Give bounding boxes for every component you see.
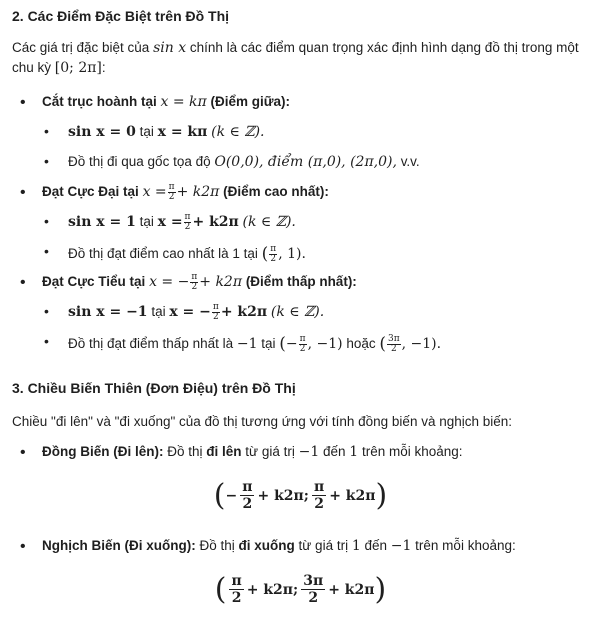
fraction-pi-over-2 [269,245,277,264]
math-condition: x = − [149,274,190,290]
text: hoặc [342,335,380,351]
fraction-pi-over-2 [312,479,326,512]
text: trên mỗi khoảng: [358,444,463,459]
text: tại [147,304,170,319]
text-bold: đi xuống [238,538,295,553]
text: đến [360,538,391,553]
frac-den: 2 [390,343,397,354]
section-2-title: 2. Các Điểm Đặc Biệt trên Đồ Thị [12,8,230,24]
math-mid: + k2π; [246,581,299,598]
math-k: (k ∈ ℤ). [242,214,296,230]
math-point: , −1) [307,335,343,352]
text: Đồ thị đạt điểm cao nhất là 1 tại [68,245,262,261]
math-tail: + k2π [192,214,239,230]
intro-math-interval: [0; 2π] [54,60,102,77]
math-point: , 1). [278,245,306,262]
math-condition: + k2π [176,184,220,200]
frac-den: 2 [314,496,324,513]
intro-text: chính là các điểm quan trọng xác định hình dạng đồ thị trong một [186,40,579,55]
math-end: + k2π [329,487,376,504]
math-minus: − [225,487,238,504]
frac-num: π [184,211,191,222]
section-2-intro [12,38,587,79]
fraction-pi-over-2 [299,335,307,354]
frac-den: 2 [231,590,242,607]
math-k: (k ∈ ℤ). [270,304,325,320]
fraction-pi-over-2 [212,303,220,322]
text: tại [135,124,158,139]
fraction-3pi-over-2 [387,335,401,354]
paren-open: ( [261,244,269,264]
intro-text: chu kỳ [12,60,55,76]
bullet-suffix: (Điểm cao nhất): [223,184,329,199]
text: tại [135,214,158,229]
math-points: O(0,0), điểm (π,0), (2π,0), [214,154,397,170]
intro-text: : [101,60,106,76]
bullet-label: Đạt Cực Tiểu tại [42,274,146,289]
frac-num: π [299,333,306,344]
fraction-pi-over-2 [168,183,176,202]
frac-num: π [242,479,253,496]
fraction-pi-over-2 [184,213,192,232]
frac-num: π [212,301,219,312]
intro-text: Các giá trị đặc biệt của [12,40,154,55]
math-x: x = [157,214,183,230]
fraction-pi-over-2 [240,479,254,512]
text: tại [257,335,280,351]
text: Đồ thị đi qua gốc tọa độ [68,154,215,169]
bullet-label: Đạt Cực Đại tại [42,184,139,199]
math-value: −1 [298,444,320,460]
math-x: x = kπ [157,124,208,140]
math-condition: x = kπ [160,94,207,110]
math-value: −1 [236,335,258,352]
frac-num: 3π [303,573,324,590]
math-eq: sin x = 0 [68,124,136,140]
math-x: x = − [169,304,211,320]
math-point: , −1). [401,335,442,352]
paren-open: ( [213,478,226,513]
frac-num: π [313,479,325,496]
math-end: + k2π [328,581,375,598]
fraction-3pi-over-2 [301,573,325,606]
math-eq: sin x = 1 [68,214,136,230]
paren-open: ( [279,334,286,354]
frac-den: 2 [184,221,191,232]
interval-increasing [0,474,601,518]
bullet-label: Đồng Biến (Đi lên): [42,444,164,459]
math-eq: sin x = −1 [68,304,148,320]
paren-close: ) [375,478,388,513]
frac-den: 2 [191,281,198,292]
section-3-intro: Chiều "đi lên" và "đi xuống" của đồ thị tương ứng với tính đồng biến và nghịch biến: [12,414,513,429]
text: đến [319,444,350,459]
frac-den: 2 [299,343,306,354]
math-condition: x = [142,184,167,200]
fraction-pi-over-2 [229,573,243,606]
bullet-suffix: (Điểm giữa): [210,94,291,109]
math-mid: + k2π; [257,487,309,504]
frac-num: π [231,573,242,590]
frac-num: π [270,243,277,254]
document-page: 2. Các Điểm Đặc Biệt trên Đồ Thị Các giá trị đặc biệt của sin x chính là các điểm quan trọng xác định hình dạng đồ thị trong một chu kỳ [0; 2π]: Cắt trục hoành tại x = kπ (Điểm giữa): sin x = 0 tại x = kπ (k ∈ ℤ). Đồ thị đi qua gốc tọa độ O(0,0), điểm (π,0), (2π,0), v.v. Đạt Cực Đại tại x = $\frac{\pi}{2}$ + k2π (Điểm cao nhất): sin x = 1 tại x = $\frac{\pi}{2}$ + k2π (k ∈ ℤ). Đồ thị đạt điểm cao nhất là 1 tại ( $\frac{\pi}{2}$ , 1). Đạt Cực Tiểu tại x = − $\frac{\pi}{2}$ + k2π (Điểm thấp nhất): sin x = −1 tại x = − $\frac{\pi}{2}$ + k2π (k ∈ ℤ). Đồ thị đạt điểm thấp nhất là −1 tại (− $\frac{\pi}{2}$ , −1) hoặc ( $\frac{3\pi}{2}$ , −1). 3. Chiều Biến Thiên (Đơn Điệu) trên Đồ Thị Chiều "đi lên" và "đi xuống" của đồ thị tương ứng với tính đồng biến và nghịch biến: Đồng Biến (Đi lên): Đồ thị đi lên từ giá trị −1 đến 1 trên mỗi khoảng: (− $\frac{\pi}{2}$ + k2π; $\frac{\pi}{2}$ + k2π) Nghịch Biến (Đi xuống): Đồ thị đi xuống từ giá trị 1 đến −1 trên mỗi khoảng: ( $\frac{\pi}{2}$ + k2π; $\frac{3\pi}{2}$ + k2π) [0,0,601,621]
math-k: (k ∈ ℤ). [211,124,265,140]
text: Đồ thị [163,444,207,459]
bullet-label: Nghịch Biến (Đi xuống): [42,538,196,553]
section-3-title: 3. Chiều Biến Thiên (Đơn Điệu) trên Đồ Thị [12,380,296,396]
text: trên mỗi khoảng: [411,538,516,553]
text: từ giá trị [294,538,352,553]
bullet-suffix: (Điểm thấp nhất): [245,274,357,289]
frac-num: 3π [387,333,400,344]
frac-num: π [191,271,198,282]
paren-open: ( [379,334,386,354]
paren-close: ) [374,572,387,607]
frac-den: 2 [308,590,319,607]
intro-math-sin: sin x [153,40,187,56]
math-value: 1 [349,444,359,460]
text: v.v. [396,154,420,169]
paren-open: ( [214,572,227,607]
math-condition: + k2π [199,274,243,290]
text: từ giá trị [241,444,299,459]
text: Đồ thị đạt điểm thấp nhất là [68,335,237,351]
frac-num: π [168,181,175,192]
fraction-pi-over-2 [190,273,198,292]
frac-den: 2 [242,496,253,513]
math-tail: + k2π [220,304,268,320]
text-bold: đi lên [206,444,242,459]
frac-den: 2 [270,253,277,264]
frac-den: 2 [168,191,175,202]
bullet-label: Cắt trục hoành tại [42,94,157,109]
interval-decreasing [0,568,601,612]
frac-den: 2 [212,311,219,322]
math-value: 1 [351,538,361,554]
text: Đồ thị [195,538,239,553]
math-value: −1 [390,538,412,554]
